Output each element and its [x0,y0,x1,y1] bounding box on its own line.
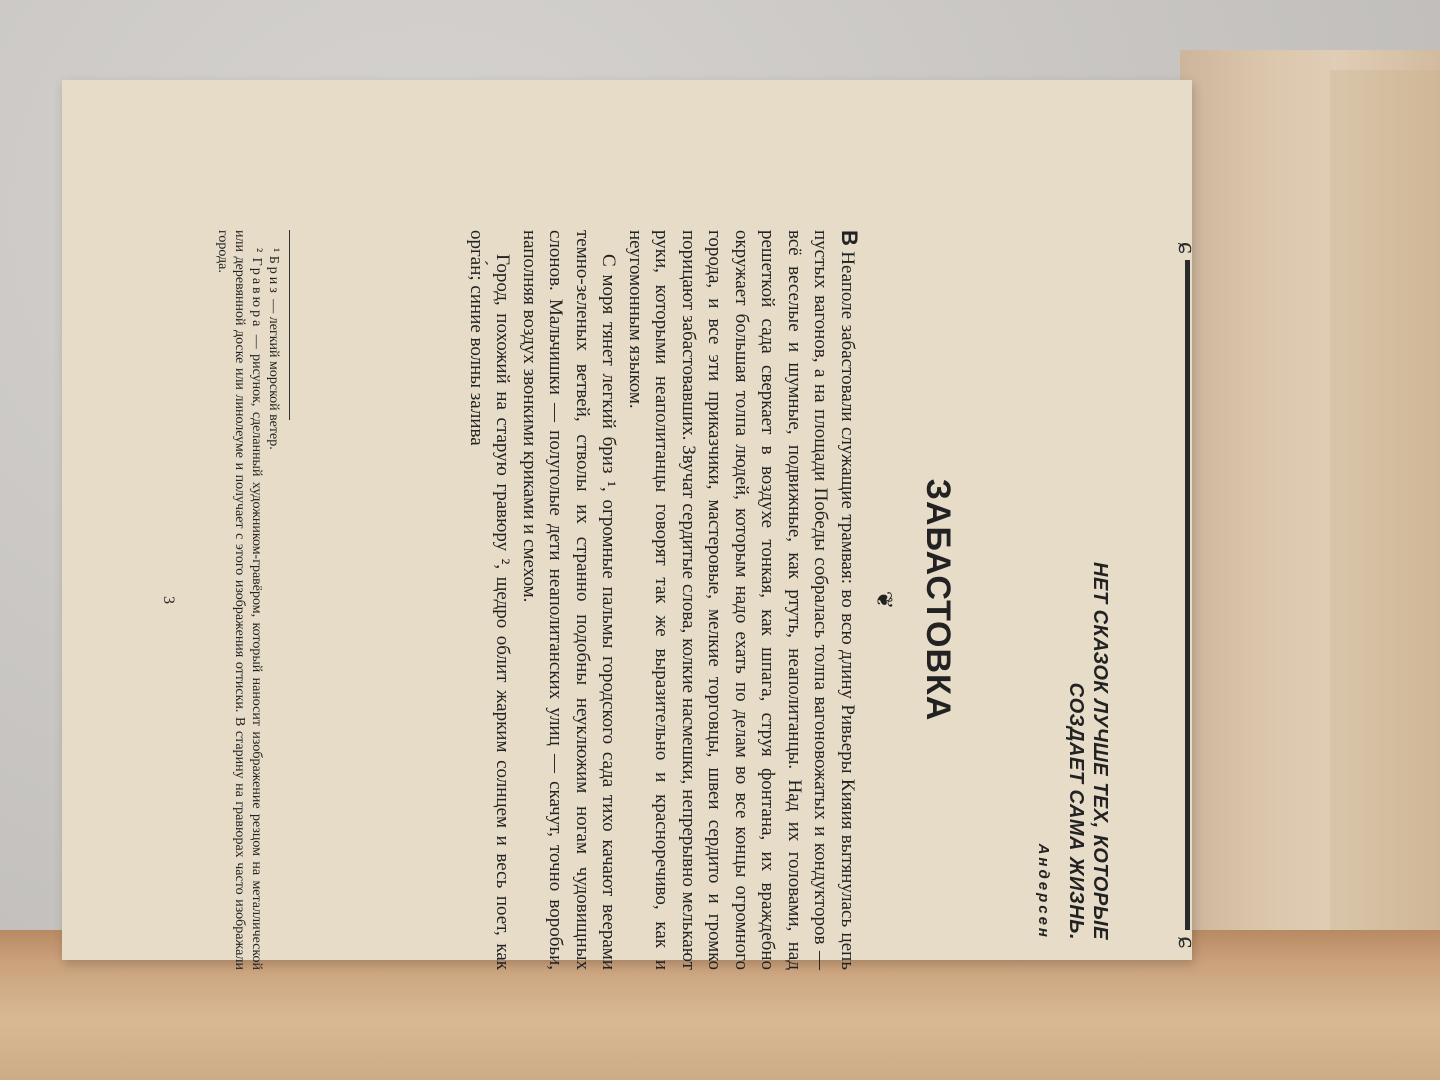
epigraph-line-2: СОЗДАЕТ САМА ЖИЗНЬ. [1065,682,1087,940]
paragraph-3: Город, похожий на старую гравюру ², щедро облит жарким солнцем и весь поет, как орга́н; синие волны залива [466,230,514,970]
footnote-2-text: — рисунок, сделанный художником-гравёром, который наносит изображение резцом на металлической или деревянной доске или линолеуме и получает с этого изображения оттиски. В старину на гравюрах часто изображали города. [215,230,264,971]
book-back-pages [1330,70,1440,950]
ornament-curl-left-icon: ɕ [1173,242,1202,254]
page-number: 3 [160,596,177,604]
footnote-1 [265,230,282,970]
footnote-divider [289,230,290,420]
paragraph-1-text: Неаполе забастовали служащие трамвая: во всю длину Ривьеры Кияия вытянулась цепь пустых вагонов, а на площади Победы собралась толпа вагоновожатых и кондукторов — всё веселые и шумные, подвижные, как ртуть, неаполитанцы. Над их головами, над решеткой сада сверкает в воздухе тонкая, как шпага, струя фонтана, их враждебно окружает большая толпа людей, которым надо ехать по делам во все концы огромного города, и все эти приказчики, мастеровые, мелкие торговцы, швеи сердито и громко порицают забастовавших. Звучат сердитые слова, колкие насмешки, непрерывно мелькают руки, которыми неаполитанцы говорят так же выразительно и красноречиво, как и неугомонным языком. [625,230,858,970]
book-page [62,80,1202,971]
ornament-curl-right-icon: ɕ [1173,936,1202,948]
footnote-2-mark: ² [249,248,264,253]
paragraph-2: С моря тянет легкий бриз ¹, огромные пальмы городского сада тихо качают веерами темно-зеленых ветвей, стволы их странно подобны неуклюжим ногам чудовищных слонов. Мальчишки — полуголые дети неаполитанских улиц — скачут, точно воробьи, наполняя воздух звонкими криками и смехом. [519,230,620,970]
fleuron-icon: ❦ [872,590,897,610]
epigraph [1064,420,1112,940]
footnote-1-mark: ¹ [266,248,281,253]
epigraph-line-1: НЕТ СКАЗОК ЛУЧШЕ ТЕХ, КОТОРЫЕ [1089,562,1111,940]
footnotes [214,230,282,970]
drop-cap: В [837,230,862,246]
footnote-1-term: Бриз [266,255,281,296]
ornament-line [1185,260,1190,930]
chapter-body [463,230,863,970]
paragraph-1 [622,230,863,970]
rotated-page-content [142,220,1202,980]
chapter-title: ЗАБАСТОВКА [919,478,957,722]
header-ornament-rule [1172,242,1202,948]
footnote-2 [214,230,265,970]
footnote-2-term: Гравюра [249,257,264,330]
epigraph-author: Андерсен [1035,843,1052,940]
footnote-1-text: — легкий морской ветер. [266,295,281,450]
